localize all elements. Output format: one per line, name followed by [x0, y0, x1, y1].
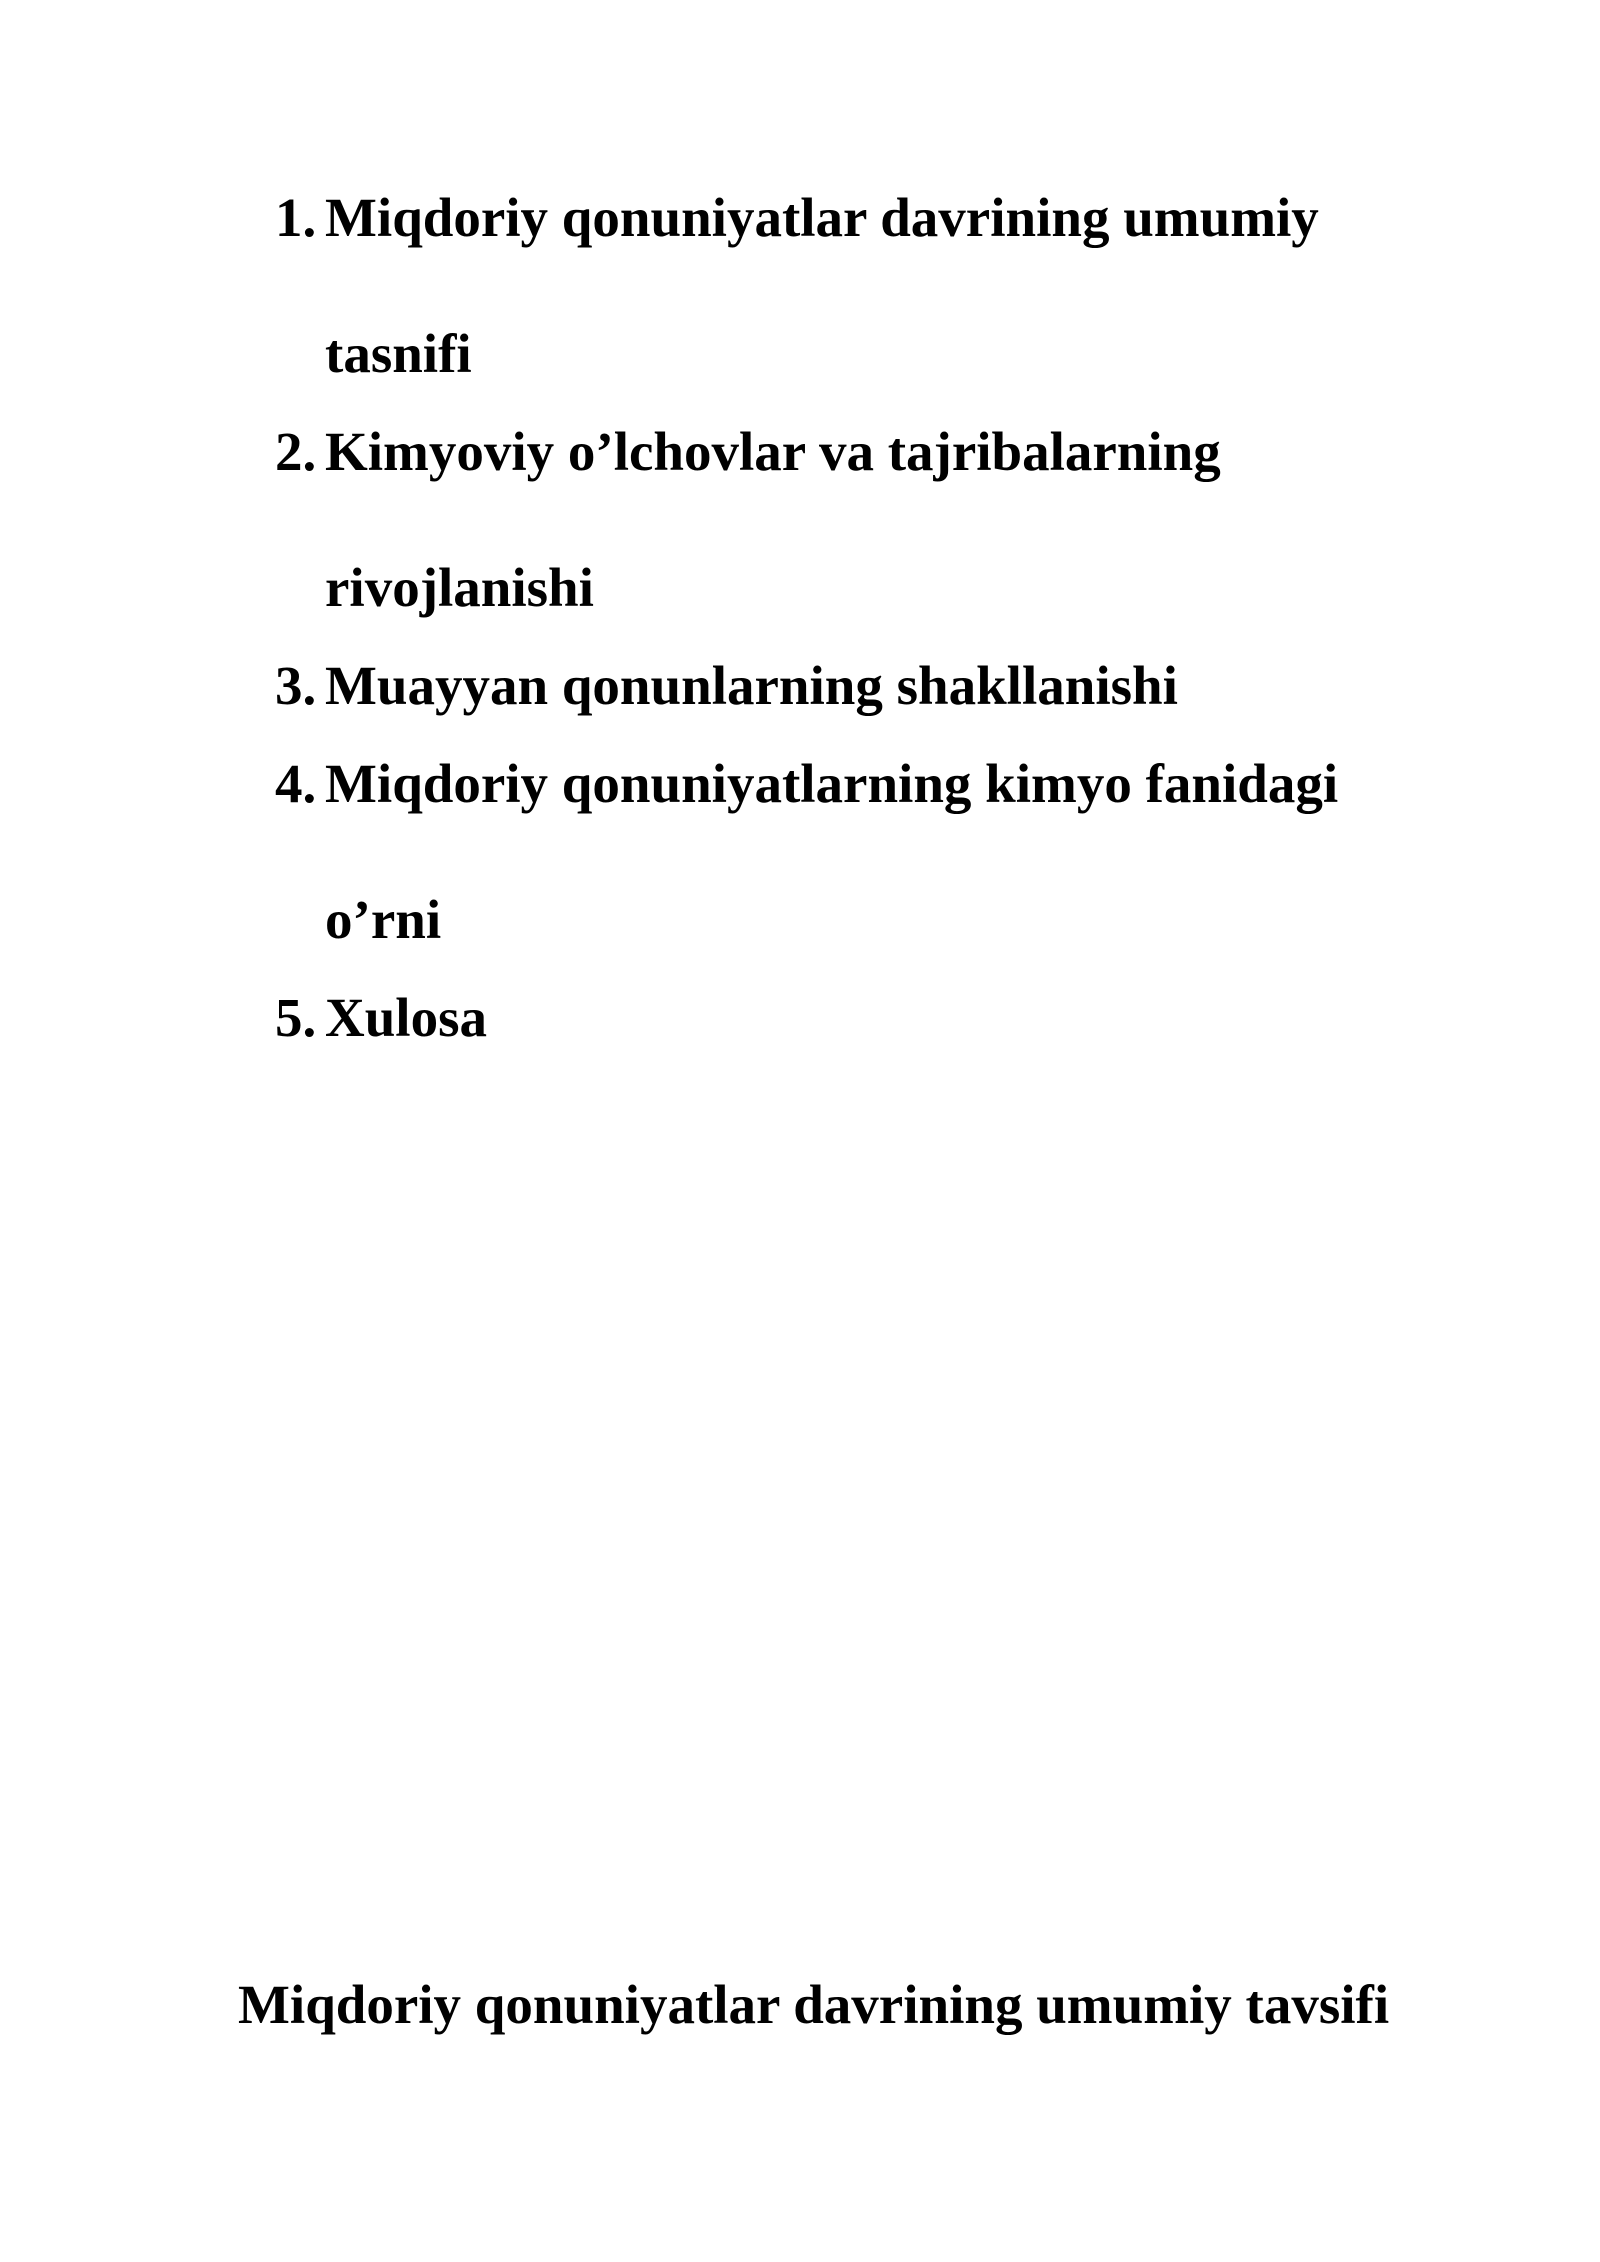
- toc-item-text: Xulosa: [325, 987, 487, 1048]
- toc-item: [275, 950, 1445, 1086]
- toc-item-number: 5.: [275, 987, 317, 1048]
- toc-item: [275, 716, 1445, 988]
- toc-item-text: Muayyan qonunlarning shakllanishi: [325, 655, 1178, 716]
- toc-item: [275, 150, 1445, 422]
- section-heading: Miqdoriy qonuniyatlar davrining umumiy tavsifi: [238, 1974, 1390, 2035]
- toc-item-text: Kimyoviy o’lchovlar va tajribalarning rivojlanishi: [325, 421, 1221, 618]
- toc-item-number: 3.: [275, 655, 317, 716]
- table-of-contents: [275, 150, 1445, 1086]
- toc-item-number: 4.: [275, 753, 317, 814]
- toc-item-number: 2.: [275, 421, 317, 482]
- toc-item-text: Miqdoriy qonuniyatlarning kimyo fanidagi o’rni: [325, 753, 1339, 950]
- toc-item-text: Miqdoriy qonuniyatlar davrining umumiy tasnifi: [325, 187, 1319, 384]
- toc-item-number: 1.: [275, 187, 317, 248]
- toc-item: [275, 384, 1445, 656]
